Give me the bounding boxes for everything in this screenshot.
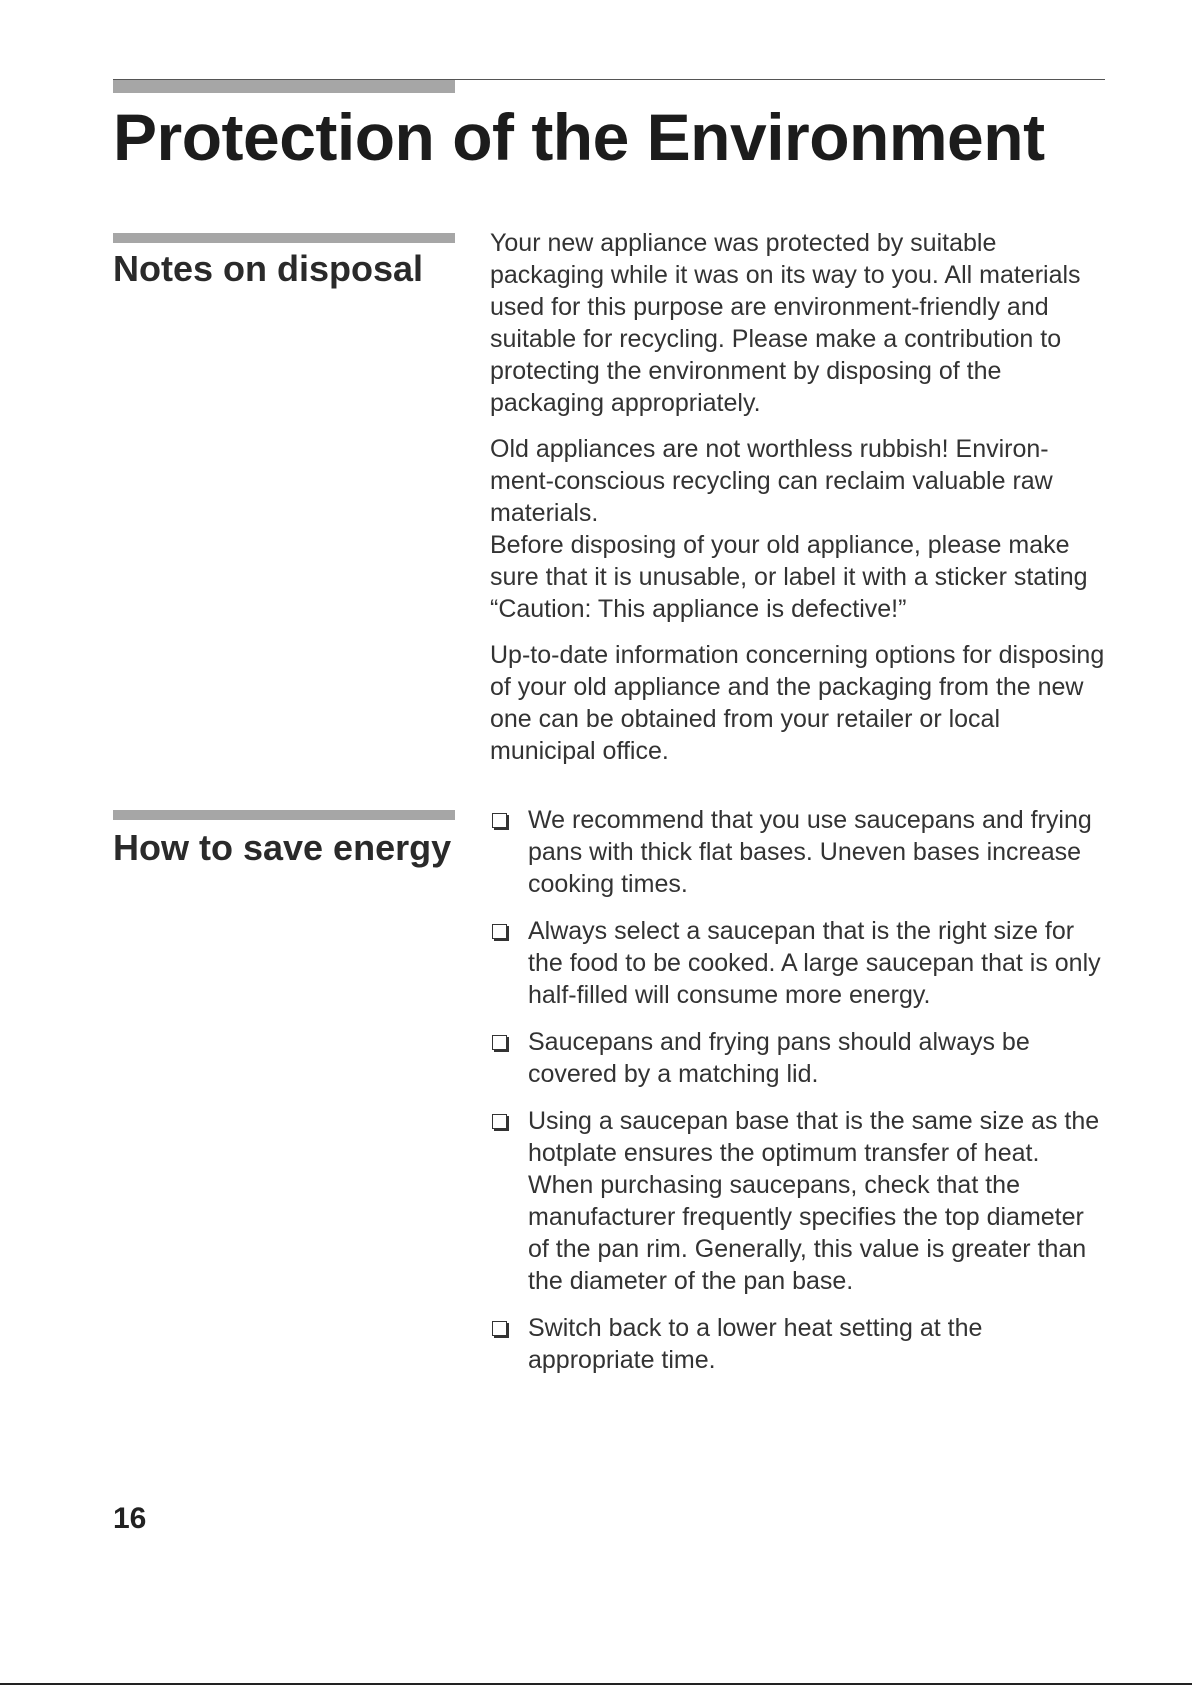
tip-text: Saucepans and frying pans should always be covered by a matching lid. <box>528 1028 1030 1088</box>
tip-text: Always select a saucepan that is the right size for the food to be cooked. A large saucepan that is only half-filled will consume more energy. <box>528 917 1101 1009</box>
disposal-paragraph: Up-to-date information concerning options for disposing of your old appliance and the packaging from the new one can be obtained from your retailer or local municipal office. <box>490 641 1105 765</box>
checkbox-bullet-icon <box>492 813 507 828</box>
disposal-paragraph: Your new appliance was protected by suitable packaging while it was on its way to you. All materials used for this purpose are environment-friendly and suitable for recycling. Please make a contribution to protecting the environment by disposing of the packaging appropriately. <box>490 229 1081 417</box>
energy-heading: How to save energy <box>113 827 452 868</box>
disposal-heading-rule <box>113 233 455 243</box>
checkbox-bullet-icon <box>492 1321 507 1336</box>
list-item <box>490 1312 1110 1376</box>
list-item <box>490 915 1110 1011</box>
energy-heading-rule <box>113 810 455 820</box>
checkbox-bullet-icon <box>492 1035 507 1050</box>
list-item <box>490 1026 1110 1090</box>
disposal-heading: Notes on disposal <box>113 248 424 289</box>
disposal-paragraph: Before disposing of your old appliance, please make sure that it is unusable, or label it with a sticker stating “Caution: This appliance is defective!” <box>490 531 1088 623</box>
tip-text: Switch back to a lower heat setting at the appropriate time. <box>528 1314 983 1374</box>
page-title: Protection of the Environment <box>113 100 1045 174</box>
title-rule-thick <box>113 80 455 93</box>
tip-text: We recommend that you use saucepans and frying pans with thick flat bases. Uneven bases increase cooking times. <box>528 806 1092 898</box>
energy-tip-list <box>490 804 1110 1376</box>
tip-text: Using a saucepan base that is the same size as the hotplate ensures the optimum transfer of heat. When purchasing saucepans, check that the manufacturer frequently specifies the top diameter of the pan rim. Generally, this value is greater than the diameter of the pan base. <box>528 1107 1100 1295</box>
list-item <box>490 1105 1110 1297</box>
disposal-text <box>490 227 1110 781</box>
disposal-paragraph: Old appliances are not worthless rubbish! Environ-ment-conscious recycling can reclaim valuable raw materials. <box>490 435 1053 527</box>
list-item <box>490 804 1110 900</box>
checkbox-bullet-icon <box>492 924 507 939</box>
checkbox-bullet-icon <box>492 1114 507 1129</box>
page-number: 16 <box>113 1502 147 1535</box>
energy-tips <box>490 804 1110 1391</box>
